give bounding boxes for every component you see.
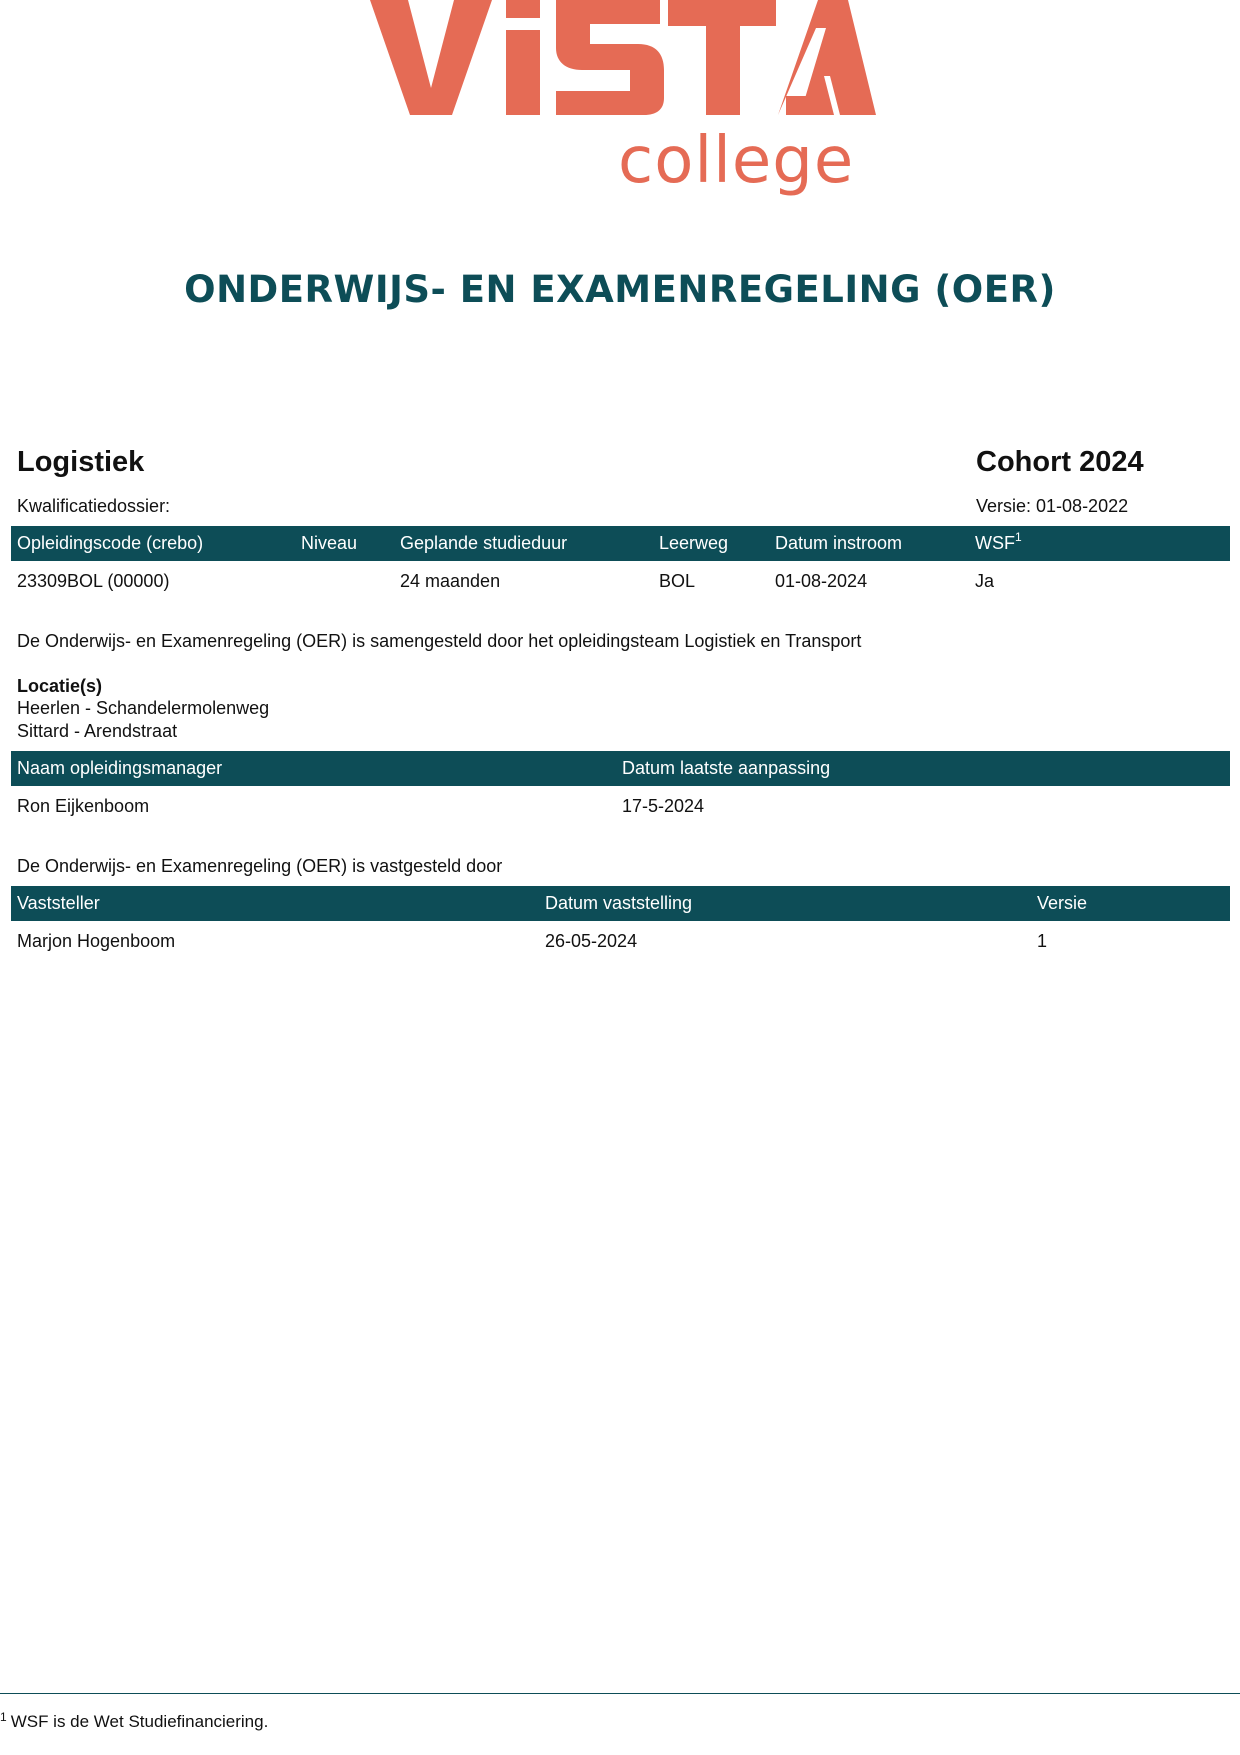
col-laatste-aanpassing: Datum laatste aanpassing (622, 758, 831, 778)
course-name: Logistiek (17, 446, 145, 478)
composed-by-text: De Onderwijs- en Examenregeling (OER) is samengesteld door het opleidingsteam Logistiek en Transport (17, 631, 862, 651)
vista-college-logo (368, 0, 878, 205)
location-item: Heerlen - Schandelermolenweg (17, 698, 270, 718)
col-vaststeller: Vaststeller (17, 893, 100, 913)
cell-leerweg: BOL (659, 571, 696, 591)
cell-studieduur: 24 maanden (400, 571, 501, 591)
kwalificatiedossier-label: Kwalificatiedossier: (17, 496, 171, 516)
footnote-marker: 1 (0, 1710, 7, 1724)
col-datum-instroom: Datum instroom (775, 533, 903, 553)
footnote-divider (0, 1693, 1240, 1694)
cell-opleidingsmanager: Ron Eijkenboom (17, 796, 150, 816)
cell-datum-instroom: 01-08-2024 (775, 571, 868, 591)
document-title: ONDERWIJS- EN EXAMENREGELING (OER) (184, 268, 1056, 311)
table3-row (11, 924, 1230, 959)
col-studieduur: Geplande studieduur (400, 533, 568, 553)
cell-versie: 1 (1037, 931, 1048, 951)
footnote (0, 1712, 268, 1732)
col-leerweg: Leerweg (659, 533, 729, 553)
table2-row (11, 789, 1230, 824)
table3-header (11, 886, 1230, 921)
col-opleidingsmanager: Naam opleidingsmanager (17, 758, 223, 778)
cell-wsf: Ja (975, 571, 995, 591)
cell-laatste-aanpassing: 17-5-2024 (622, 796, 705, 816)
logo-college-text: college (618, 124, 855, 198)
cell-opleidingscode: 23309BOL (00000) (17, 571, 170, 591)
col-versie: Versie (1037, 893, 1088, 913)
versie-label: Versie: 01-08-2022 (976, 496, 1129, 516)
cell-datum-vaststelling: 26-05-2024 (545, 931, 638, 951)
table1-header (11, 526, 1230, 561)
footnote-ref[interactable]: 1 (1015, 530, 1022, 544)
cell-vaststeller: Marjon Hogenboom (17, 931, 176, 951)
cohort-label: Cohort 2024 (976, 446, 1144, 478)
table1-row (11, 564, 1230, 599)
location-item: Sittard - Arendstraat (17, 721, 178, 741)
col-datum-vaststelling: Datum vaststelling (545, 893, 693, 913)
table2-header (11, 751, 1230, 786)
col-opleidingscode: Opleidingscode (crebo) (17, 533, 204, 553)
established-by-text: De Onderwijs- en Examenregeling (OER) is vastgesteld door (17, 856, 503, 876)
col-wsf (975, 530, 1022, 554)
col-wsf-label: WSF (975, 533, 1015, 553)
footnote-text: WSF is de Wet Studiefinanciering. (10, 1712, 269, 1731)
col-niveau: Niveau (301, 533, 358, 553)
locations-title: Locatie(s) (17, 676, 103, 696)
